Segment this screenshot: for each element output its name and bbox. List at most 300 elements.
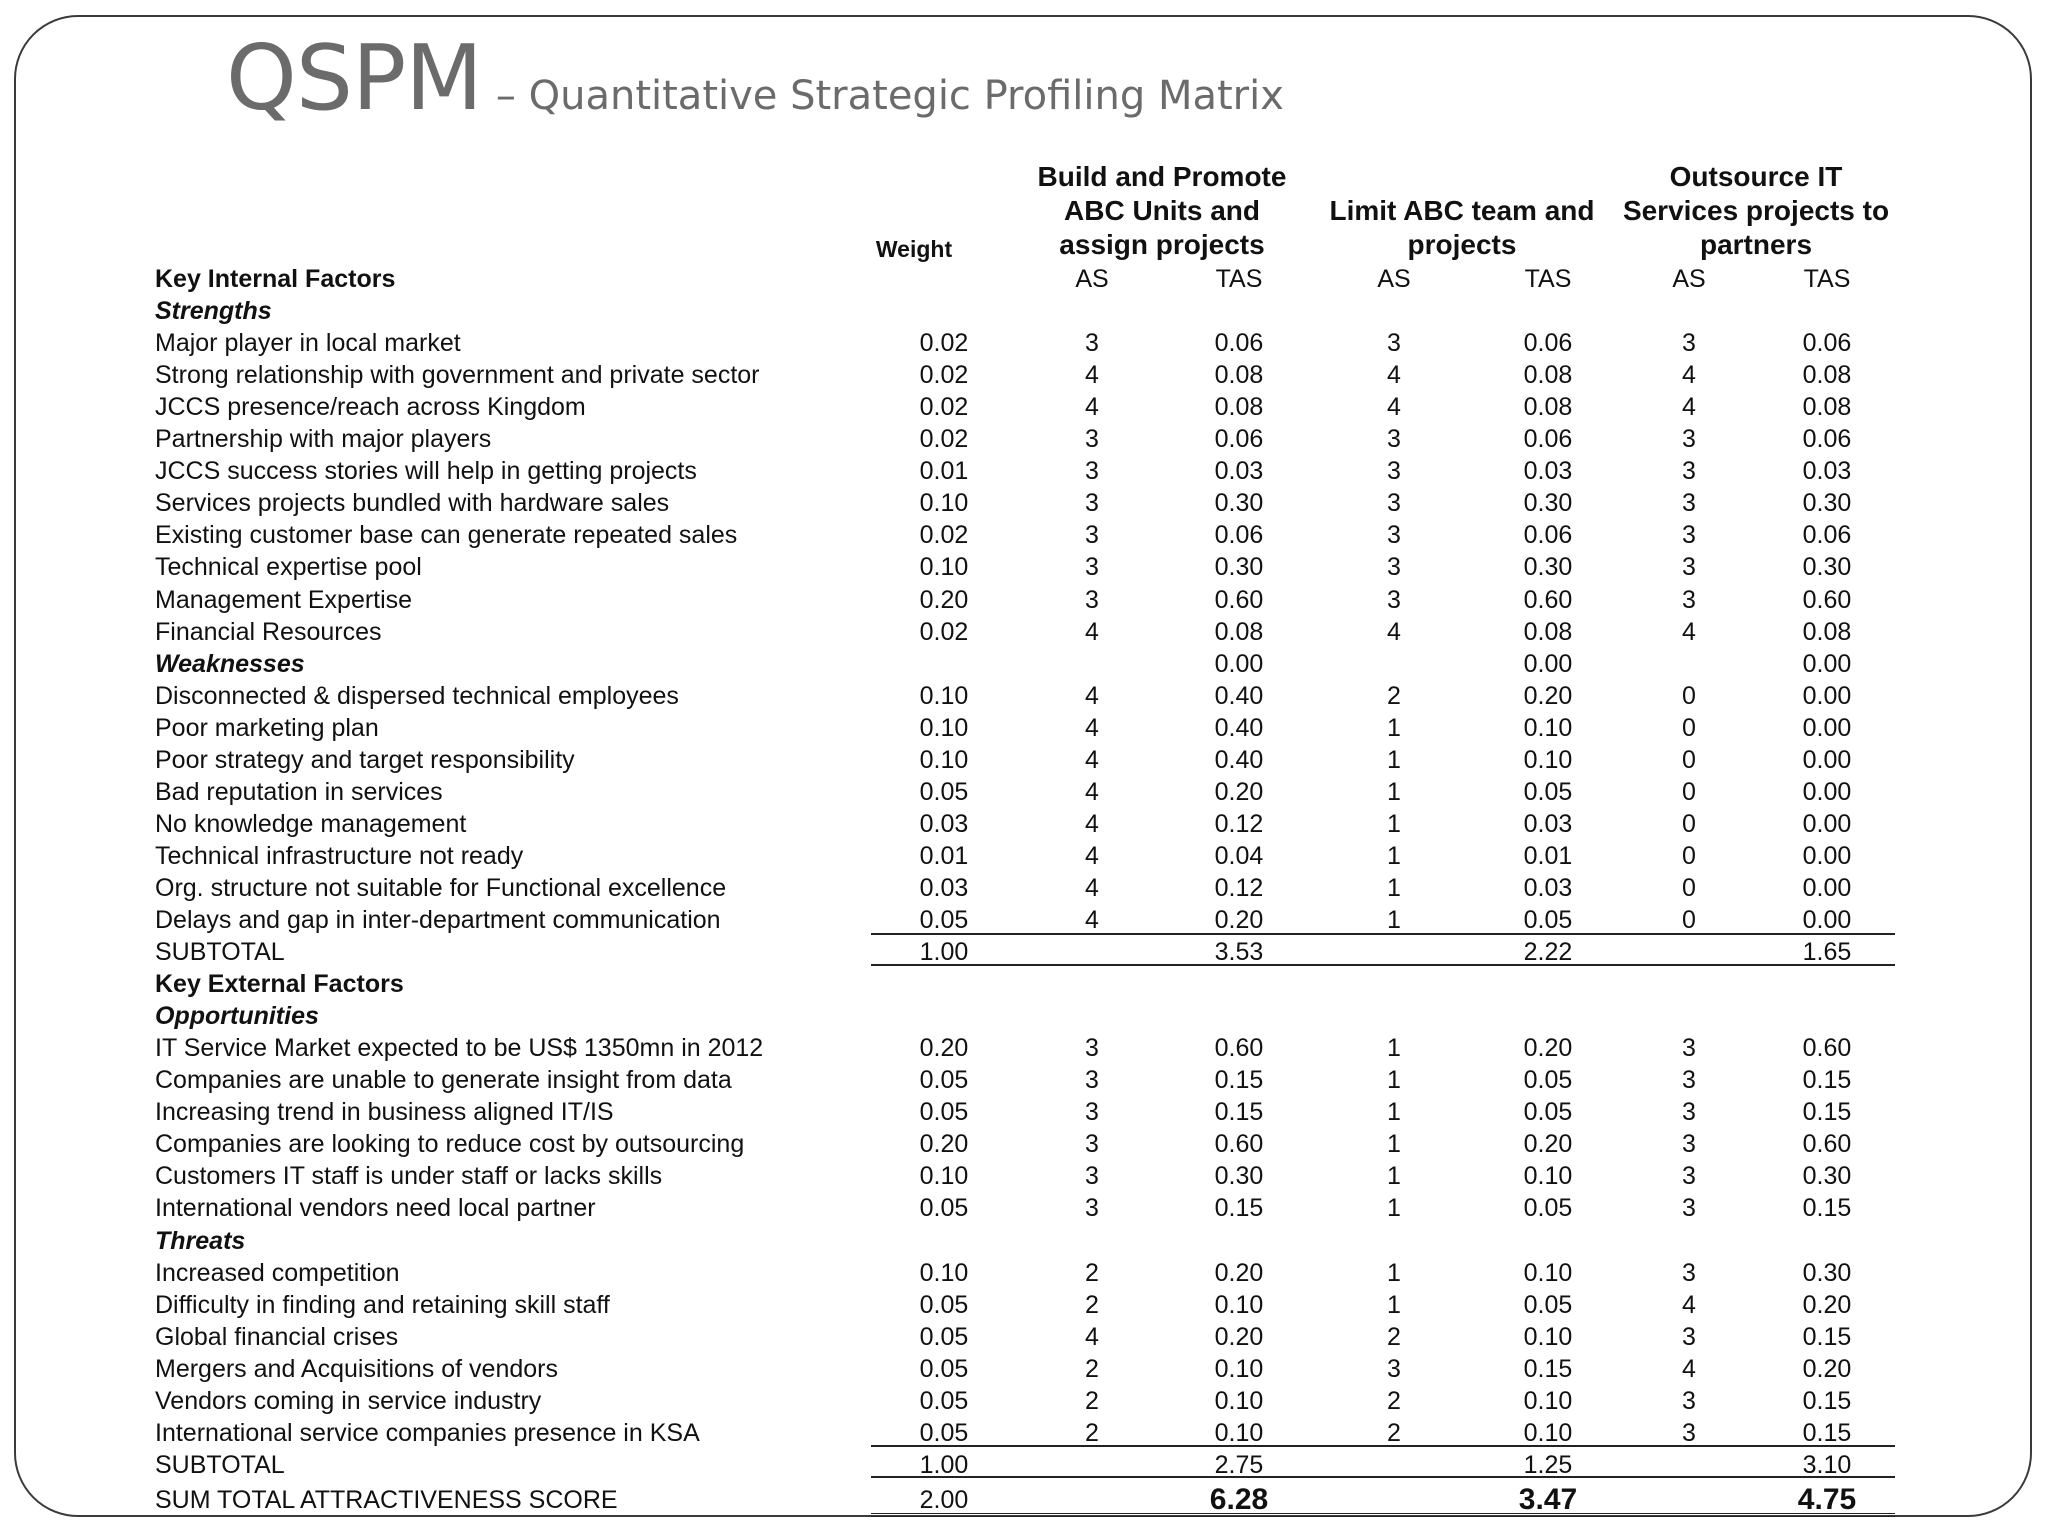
- title-subtitle: – Quantitative Strategic Profiling Matrix: [495, 73, 1284, 119]
- row-label: Technical expertise pool: [155, 553, 422, 582]
- cell-a3: 3: [1682, 521, 1696, 550]
- row-label: Management Expertise: [155, 585, 413, 614]
- table-row: [0, 359, 2048, 391]
- table-row: [0, 712, 2048, 744]
- row-label: International vendors need local partner: [155, 1194, 596, 1223]
- cell-a1: 3: [1085, 489, 1099, 518]
- cell-t1: 0.15: [1214, 1194, 1264, 1223]
- cell-t3: 0.00: [1802, 873, 1852, 902]
- cell-t3: 0.00: [1802, 649, 1852, 678]
- cell-t1: 0.10: [1214, 1386, 1264, 1415]
- cell-a1: 2: [1085, 1386, 1099, 1415]
- row-label: Disconnected & dispersed technical employees: [155, 681, 679, 710]
- row-label: Opportunities: [155, 1002, 319, 1031]
- cell-w: 1.00: [919, 1450, 969, 1479]
- cell-t1: 0.03: [1214, 457, 1264, 486]
- cell-a2: 1: [1387, 745, 1401, 774]
- cell-t2: 0.20: [1523, 1034, 1573, 1063]
- cell-a1: 3: [1085, 1194, 1099, 1223]
- row-label: Increasing trend in business aligned IT/IS: [155, 1098, 614, 1127]
- cell-t3: 0.60: [1802, 1034, 1852, 1063]
- cell-t1: 0.08: [1214, 361, 1264, 390]
- cell-a2: 1: [1387, 1290, 1401, 1319]
- total-weight: 2.00: [919, 1486, 969, 1514]
- row-label: Partnership with major players: [155, 425, 492, 454]
- cell-t3: 0.00: [1802, 906, 1852, 934]
- cell-a1: 3: [1085, 1130, 1099, 1159]
- cell-a2: 1: [1387, 1034, 1401, 1063]
- table-row: [0, 1192, 2048, 1224]
- cell-t3: 0.30: [1802, 1162, 1852, 1191]
- table-row: [0, 1064, 2048, 1096]
- cell-a1: 4: [1085, 777, 1099, 806]
- table-row: [0, 808, 2048, 840]
- row-label: Key External Factors: [155, 970, 404, 999]
- table-row: [0, 327, 2048, 359]
- total-rule-double: [871, 1513, 1895, 1519]
- cell-t2: 0.10: [1523, 1386, 1573, 1415]
- cell-t3: 3.10: [1802, 1450, 1852, 1479]
- cell-t1: 0.20: [1214, 777, 1264, 806]
- cell-t2: 0.01: [1523, 841, 1573, 870]
- cell-a2: 4: [1387, 393, 1401, 422]
- cell-a1: 3: [1085, 521, 1099, 550]
- cell-w: 0.05: [919, 1386, 969, 1415]
- row-label: Delays and gap in inter-department communication: [155, 906, 721, 934]
- cell-a3: 3: [1682, 1098, 1696, 1127]
- cell-a3: 3: [1682, 1034, 1696, 1063]
- cell-a2: 3: [1387, 553, 1401, 582]
- header-strategy2-line: Limit ABC team and: [1329, 195, 1595, 226]
- subtotal-rule-bottom: [871, 964, 1895, 966]
- cell-a2: 3: [1387, 425, 1401, 454]
- cell-t1: 0.40: [1214, 713, 1264, 742]
- cell-a3: 3: [1682, 1322, 1696, 1351]
- cell-t1: 0.12: [1214, 809, 1264, 838]
- cell-t2: 1.25: [1523, 1450, 1573, 1479]
- cell-a3: 3: [1682, 425, 1696, 454]
- cell-a2: 1: [1387, 1098, 1401, 1127]
- cell-a2: 2: [1387, 1418, 1401, 1447]
- cell-t3: 0.08: [1802, 617, 1852, 646]
- cell-w: 0.10: [919, 489, 969, 518]
- cell-w: 0.02: [919, 361, 969, 390]
- cell-a1: 3: [1085, 425, 1099, 454]
- cell-t3: 0.08: [1802, 393, 1852, 422]
- cell-w: 0.02: [919, 521, 969, 550]
- cell-t3: 0.15: [1802, 1098, 1852, 1127]
- cell-a2: 1: [1387, 841, 1401, 870]
- cell-w: 0.05: [919, 1066, 969, 1095]
- cell-w: 0.05: [919, 1194, 969, 1223]
- cell-a1: 4: [1085, 745, 1099, 774]
- table-row: [0, 455, 2048, 487]
- cell-t1: 0.06: [1214, 521, 1264, 550]
- cell-t1: 0.10: [1214, 1290, 1264, 1319]
- table-row: [0, 1417, 2048, 1449]
- table-row: [0, 744, 2048, 776]
- row-label: Vendors coming in service industry: [155, 1386, 542, 1415]
- cell-a3: 3: [1682, 1066, 1696, 1095]
- cell-t1: 0.15: [1214, 1098, 1264, 1127]
- cell-t1: 0.20: [1214, 1322, 1264, 1351]
- table-row: [0, 551, 2048, 583]
- header-strategy2-line: projects: [1407, 229, 1517, 260]
- row-label: JCCS success stories will help in getting projects: [155, 457, 697, 486]
- cell-a3: 4: [1682, 393, 1696, 422]
- cell-t3: 0.00: [1802, 777, 1852, 806]
- cell-w: 0.02: [919, 617, 969, 646]
- table-row: [0, 391, 2048, 423]
- cell-a2: 1: [1387, 1258, 1401, 1287]
- header-strategy3: [1606, 160, 1906, 262]
- cell-a3: 4: [1682, 1354, 1696, 1383]
- cell-a3: AS: [1672, 265, 1706, 293]
- cell-t3: 0.15: [1802, 1418, 1852, 1447]
- cell-w: 0.01: [919, 841, 969, 870]
- header-strategy1-line: Build and Promote: [1037, 161, 1287, 192]
- header-strategy3-line: partners: [1699, 229, 1813, 260]
- cell-t3: 0.06: [1802, 521, 1852, 550]
- cell-w: 0.10: [919, 553, 969, 582]
- cell-a1: 3: [1085, 585, 1099, 614]
- cell-w: 1.00: [919, 938, 969, 967]
- cell-a2: 1: [1387, 1162, 1401, 1191]
- cell-t2: 0.03: [1523, 873, 1573, 902]
- cell-t1: 0.10: [1214, 1418, 1264, 1447]
- cell-a3: 0: [1682, 809, 1696, 838]
- cell-a1: 4: [1085, 841, 1099, 870]
- table-row: [0, 1257, 2048, 1289]
- cell-t2: 0.06: [1523, 329, 1573, 358]
- row-label: International service companies presence in KSA: [155, 1418, 700, 1447]
- row-label: IT Service Market expected to be US$ 1350mn in 2012: [155, 1034, 764, 1063]
- row-label: Weaknesses: [155, 649, 305, 678]
- table-row: [0, 1160, 2048, 1192]
- cell-a1: AS: [1075, 265, 1109, 293]
- header-strategy1: [1012, 160, 1312, 262]
- cell-t1: TAS: [1215, 265, 1263, 293]
- row-label: Key Internal Factors: [155, 265, 396, 293]
- cell-w: 0.03: [919, 809, 969, 838]
- cell-a3: 0: [1682, 841, 1696, 870]
- cell-a3: 3: [1682, 1194, 1696, 1223]
- cell-a2: 3: [1387, 329, 1401, 358]
- cell-t2: 0.10: [1523, 713, 1573, 742]
- row-label: Bad reputation in services: [155, 777, 443, 806]
- cell-w: 0.03: [919, 873, 969, 902]
- cell-a1: 4: [1085, 361, 1099, 390]
- cell-a3: 4: [1682, 1290, 1696, 1319]
- cell-a3: 0: [1682, 777, 1696, 806]
- cell-t1: 0.04: [1214, 841, 1264, 870]
- cell-t2: 0.20: [1523, 1130, 1573, 1159]
- cell-a1: 2: [1085, 1354, 1099, 1383]
- cell-a3: 4: [1682, 361, 1696, 390]
- cell-a3: 3: [1682, 553, 1696, 582]
- cell-t2: TAS: [1524, 265, 1572, 293]
- cell-a3: 3: [1682, 329, 1696, 358]
- table-row: [0, 904, 2048, 936]
- total-row: [0, 1484, 2048, 1516]
- cell-a2: 1: [1387, 1066, 1401, 1095]
- cell-t1: 0.40: [1214, 745, 1264, 774]
- cell-a3: 0: [1682, 906, 1696, 934]
- cell-a3: 0: [1682, 873, 1696, 902]
- table-row: [0, 680, 2048, 712]
- cell-t2: 0.00: [1523, 649, 1573, 678]
- cell-a1: 2: [1085, 1418, 1099, 1447]
- table-row: [0, 840, 2048, 872]
- cell-w: 0.05: [919, 1290, 969, 1319]
- cell-w: 0.05: [919, 1418, 969, 1447]
- table-row: [0, 1128, 2048, 1160]
- slide-title: [226, 26, 1284, 131]
- cell-t3: 0.00: [1802, 841, 1852, 870]
- cell-t1: 0.30: [1214, 1162, 1264, 1191]
- cell-t2: 0.10: [1523, 1322, 1573, 1351]
- cell-t3: TAS: [1803, 265, 1851, 293]
- cell-a1: 4: [1085, 713, 1099, 742]
- cell-a1: 4: [1085, 906, 1099, 934]
- cell-a2: 1: [1387, 713, 1401, 742]
- cell-t3: 0.20: [1802, 1290, 1852, 1319]
- cell-t2: 0.08: [1523, 617, 1573, 646]
- cell-a1: 3: [1085, 1066, 1099, 1095]
- cell-t1: 0.06: [1214, 425, 1264, 454]
- cell-a2: 1: [1387, 777, 1401, 806]
- cell-a2: 1: [1387, 873, 1401, 902]
- cell-w: 0.05: [919, 906, 969, 934]
- cell-t2: 0.03: [1523, 457, 1573, 486]
- cell-a2: AS: [1377, 265, 1411, 293]
- cell-a1: 4: [1085, 873, 1099, 902]
- cell-a1: 3: [1085, 1034, 1099, 1063]
- cell-t3: 0.30: [1802, 489, 1852, 518]
- cell-a1: 3: [1085, 457, 1099, 486]
- cell-a3: 3: [1682, 1130, 1696, 1159]
- table-row: [0, 423, 2048, 455]
- table-row: [0, 1000, 2048, 1032]
- total-label: SUM TOTAL ATTRACTIVENESS SCORE: [155, 1486, 618, 1514]
- cell-t1: 0.20: [1214, 1258, 1264, 1287]
- cell-t2: 0.05: [1523, 777, 1573, 806]
- cell-w: 0.10: [919, 1258, 969, 1287]
- cell-t2: 0.10: [1523, 1258, 1573, 1287]
- cell-t2: 0.05: [1523, 1066, 1573, 1095]
- cell-t1: 0.30: [1214, 489, 1264, 518]
- row-label: SUBTOTAL: [155, 938, 285, 967]
- cell-t2: 0.15: [1523, 1354, 1573, 1383]
- cell-a2: 4: [1387, 361, 1401, 390]
- cell-a1: 3: [1085, 1162, 1099, 1191]
- cell-w: 0.05: [919, 1354, 969, 1383]
- cell-a3: 3: [1682, 457, 1696, 486]
- cell-w: 0.10: [919, 681, 969, 710]
- cell-a2: 1: [1387, 809, 1401, 838]
- table-row: [0, 519, 2048, 551]
- cell-t2: 0.30: [1523, 553, 1573, 582]
- table-row: [0, 1321, 2048, 1353]
- row-label: Companies are unable to generate insight from data: [155, 1066, 732, 1095]
- cell-t3: 1.65: [1802, 938, 1852, 967]
- row-label: Existing customer base can generate repeated sales: [155, 521, 738, 550]
- cell-t3: 0.03: [1802, 457, 1852, 486]
- cell-t1: 3.53: [1214, 938, 1264, 967]
- cell-t2: 0.06: [1523, 521, 1573, 550]
- cell-t1: 0.00: [1214, 649, 1264, 678]
- cell-t3: 0.30: [1802, 1258, 1852, 1287]
- cell-a1: 3: [1085, 329, 1099, 358]
- table-row: [0, 648, 2048, 680]
- cell-a3: 0: [1682, 745, 1696, 774]
- table-row: [0, 1289, 2048, 1321]
- table-row: [0, 1353, 2048, 1385]
- header-strategy2: [1312, 194, 1612, 262]
- cell-t3: 0.00: [1802, 809, 1852, 838]
- cell-w: 0.05: [919, 1098, 969, 1127]
- subtotal-rule-top: [871, 933, 1895, 935]
- cell-t3: 0.15: [1802, 1194, 1852, 1223]
- cell-t3: 0.06: [1802, 425, 1852, 454]
- cell-w: 0.05: [919, 1322, 969, 1351]
- row-label: Strong relationship with government and private sector: [155, 361, 760, 390]
- cell-t3: 0.00: [1802, 681, 1852, 710]
- cell-t1: 0.08: [1214, 617, 1264, 646]
- cell-a2: 2: [1387, 681, 1401, 710]
- cell-a3: 3: [1682, 1418, 1696, 1447]
- cell-t1: 0.60: [1214, 1130, 1264, 1159]
- cell-w: 0.02: [919, 425, 969, 454]
- table-row: [0, 1385, 2048, 1417]
- cell-a3: 4: [1682, 617, 1696, 646]
- cell-a1: 3: [1085, 553, 1099, 582]
- cell-a2: 3: [1387, 1354, 1401, 1383]
- cell-t1: 0.30: [1214, 553, 1264, 582]
- cell-t2: 0.05: [1523, 906, 1573, 934]
- cell-t3: 0.15: [1802, 1386, 1852, 1415]
- cell-a1: 4: [1085, 809, 1099, 838]
- row-label: Mergers and Acquisitions of vendors: [155, 1354, 558, 1383]
- total-score-strategy1: 6.28: [1209, 1483, 1269, 1516]
- header-weight: Weight: [875, 236, 953, 262]
- cell-a2: 3: [1387, 521, 1401, 550]
- cell-w: 0.20: [919, 1130, 969, 1159]
- row-label: Threats: [155, 1226, 246, 1255]
- title-main: QSPM: [226, 26, 482, 131]
- cell-a2: 4: [1387, 617, 1401, 646]
- header-strategy3-line: Outsource IT: [1669, 161, 1843, 192]
- row-label: Customers IT staff is under staff or lacks skills: [155, 1162, 663, 1191]
- cell-t2: 0.30: [1523, 489, 1573, 518]
- header-strategy3-line: Services projects to: [1622, 195, 1890, 226]
- cell-a2: 1: [1387, 1194, 1401, 1223]
- cell-t2: 0.05: [1523, 1098, 1573, 1127]
- row-label: Strengths: [155, 297, 272, 326]
- cell-t1: 0.12: [1214, 873, 1264, 902]
- cell-a2: 3: [1387, 585, 1401, 614]
- cell-t1: 0.15: [1214, 1066, 1264, 1095]
- cell-t2: 0.05: [1523, 1194, 1573, 1223]
- cell-t2: 0.05: [1523, 1290, 1573, 1319]
- cell-t3: 0.08: [1802, 361, 1852, 390]
- cell-a3: 0: [1682, 681, 1696, 710]
- cell-a2: 1: [1387, 906, 1401, 934]
- cell-a1: 4: [1085, 617, 1099, 646]
- table-row: [0, 1096, 2048, 1128]
- row-label: No knowledge management: [155, 809, 467, 838]
- cell-t3: 0.60: [1802, 1130, 1852, 1159]
- cell-a1: 4: [1085, 1322, 1099, 1351]
- cell-t2: 0.10: [1523, 1418, 1573, 1447]
- cell-t3: 0.60: [1802, 585, 1852, 614]
- row-label: Poor marketing plan: [155, 713, 379, 742]
- cell-t1: 0.60: [1214, 1034, 1264, 1063]
- cell-t2: 0.10: [1523, 745, 1573, 774]
- table-row: [0, 295, 2048, 327]
- cell-t2: 0.06: [1523, 425, 1573, 454]
- cell-a2: 2: [1387, 1322, 1401, 1351]
- cell-a3: 0: [1682, 713, 1696, 742]
- cell-w: 0.10: [919, 1162, 969, 1191]
- cell-a3: 3: [1682, 1386, 1696, 1415]
- cell-t2: 0.08: [1523, 393, 1573, 422]
- cell-a2: 2: [1387, 1386, 1401, 1415]
- cell-a3: 3: [1682, 585, 1696, 614]
- cell-w: 0.02: [919, 393, 969, 422]
- cell-a3: 3: [1682, 1258, 1696, 1287]
- row-label: Major player in local market: [155, 329, 461, 358]
- cell-w: 0.02: [919, 329, 969, 358]
- cell-t2: 0.10: [1523, 1162, 1573, 1191]
- cell-t2: 0.20: [1523, 681, 1573, 710]
- cell-t2: 0.08: [1523, 361, 1573, 390]
- cell-t1: 2.75: [1214, 1450, 1264, 1479]
- header-strategy1-line: assign projects: [1059, 229, 1265, 260]
- cell-w: 0.10: [919, 745, 969, 774]
- row-label: Difficulty in finding and retaining skill staff: [155, 1290, 610, 1319]
- cell-t1: 0.10: [1214, 1354, 1264, 1383]
- table-row: [0, 872, 2048, 904]
- header-strategy1-line: ABC Units and: [1064, 195, 1260, 226]
- cell-t2: 0.60: [1523, 585, 1573, 614]
- cell-a3: 3: [1682, 489, 1696, 518]
- row-label: Poor strategy and target responsibility: [155, 745, 575, 774]
- row-label: Companies are looking to reduce cost by outsourcing: [155, 1130, 745, 1159]
- cell-t3: 0.15: [1802, 1322, 1852, 1351]
- cell-t1: 0.08: [1214, 393, 1264, 422]
- cell-t3: 0.15: [1802, 1066, 1852, 1095]
- row-label: JCCS presence/reach across Kingdom: [155, 393, 586, 422]
- cell-a1: 2: [1085, 1290, 1099, 1319]
- subtotal2-rule-top: [871, 1445, 1895, 1447]
- cell-t1: 0.40: [1214, 681, 1264, 710]
- table-row: [0, 1225, 2048, 1257]
- cell-w: 0.20: [919, 585, 969, 614]
- row-label: Financial Resources: [155, 617, 382, 646]
- cell-t3: 0.06: [1802, 329, 1852, 358]
- table-row: [0, 1032, 2048, 1064]
- cell-t3: 0.30: [1802, 553, 1852, 582]
- row-label: Increased competition: [155, 1258, 400, 1287]
- cell-a1: 4: [1085, 681, 1099, 710]
- table-row: [0, 616, 2048, 648]
- cell-w: 0.10: [919, 713, 969, 742]
- cell-a1: 3: [1085, 1098, 1099, 1127]
- cell-t3: 0.20: [1802, 1354, 1852, 1383]
- cell-t1: 0.60: [1214, 585, 1264, 614]
- cell-a1: 2: [1085, 1258, 1099, 1287]
